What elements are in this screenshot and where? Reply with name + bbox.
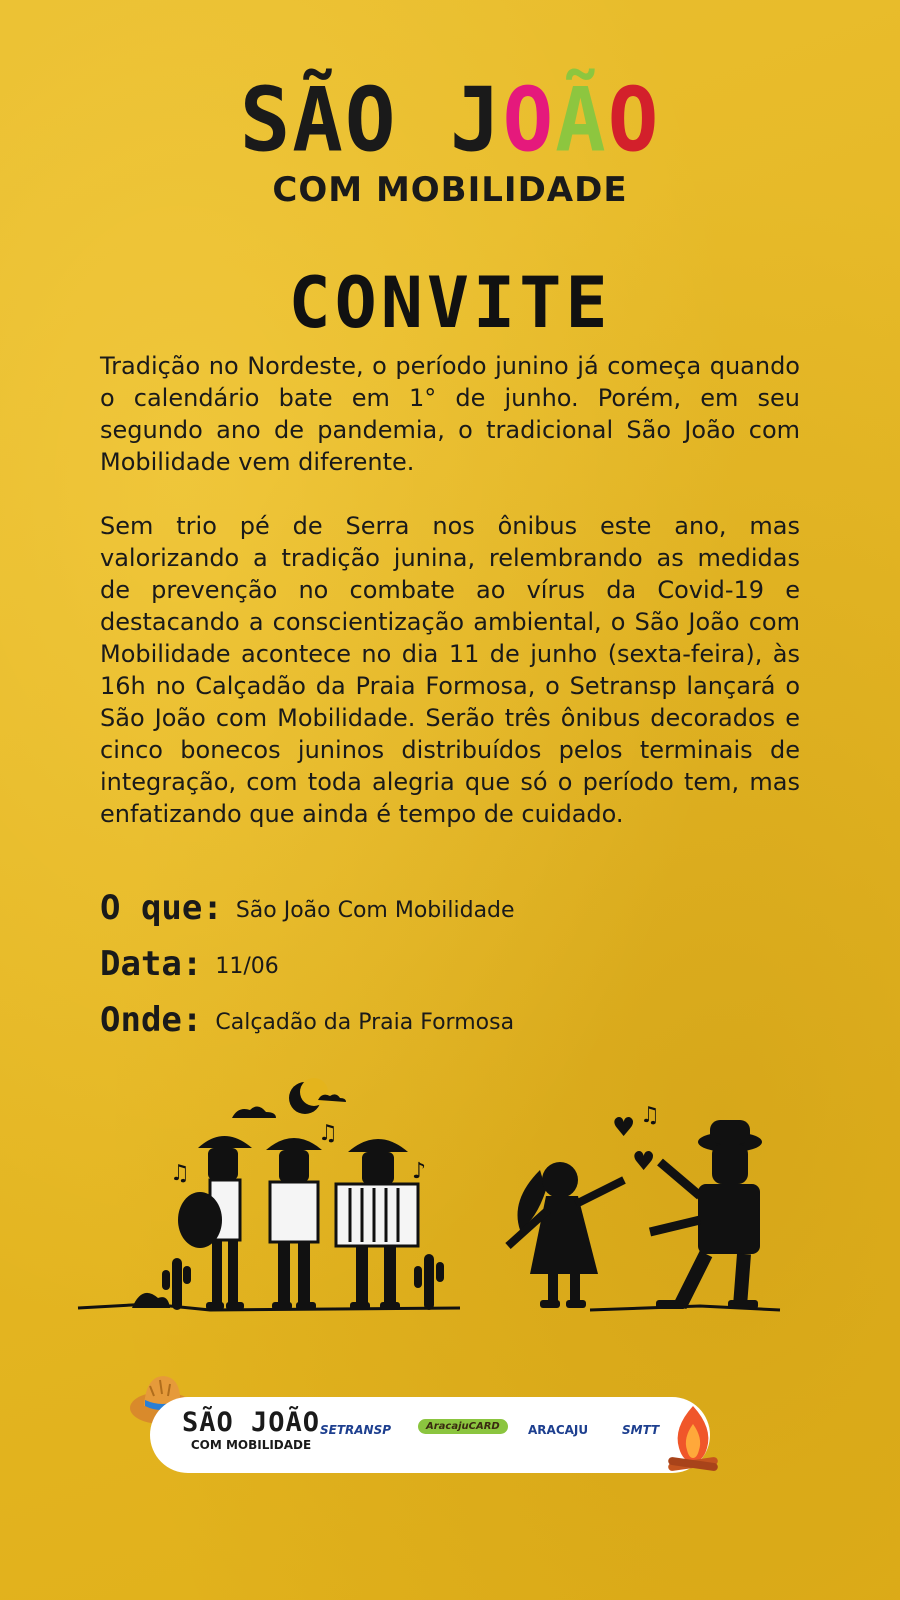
info-what-value: São João Com Mobilidade <box>235 898 515 923</box>
cloud-icon <box>232 1106 276 1118</box>
festa-junina-illustration <box>0 1070 900 1360</box>
logo-subtitle: COM MOBILIDADE <box>272 170 628 210</box>
info-date-label: Data: <box>100 944 203 984</box>
sponsor-aracaju: ARACAJU <box>528 1423 589 1437</box>
svg-text:♥: ♥ <box>632 1147 656 1177</box>
logo-title <box>239 68 661 172</box>
info-where-label: Onde: <box>100 1000 203 1040</box>
musician-accordion <box>336 1139 418 1310</box>
svg-text:♫: ♫ <box>640 1103 660 1128</box>
logo-title-part2: JOÃO <box>449 68 661 172</box>
svg-text:♪: ♪ <box>412 1159 427 1184</box>
sponsor-aracajucard: AracajuCARD <box>418 1419 508 1434</box>
svg-text:♫: ♫ <box>170 1161 190 1186</box>
info-what-label: O que: <box>100 888 223 928</box>
event-logo <box>0 68 900 210</box>
intro-paragraph: Tradição no Nordeste, o período junino já começa quando o calendário bate em 1° de junho. Porém, em seu segundo ano de pandemia, o tradicional São João com Mobilidade vem diferente. <box>100 352 800 476</box>
footer-logo-subtitle: COM MOBILIDADE <box>190 1438 312 1452</box>
footer-event-logo <box>182 1409 320 1451</box>
info-where-value: Calçadão da Praia Formosa <box>215 1010 515 1035</box>
sponsor-setransp: SETRANSP <box>320 1423 392 1437</box>
details-paragraph: Sem trio pé de Serra nos ônibus este ano, mas valorizando a tradição junina, relembrando as medidas de prevenção no combate ao vírus da Covid-19 e destacando a conscientização ambiental, o São João com Mobilidade acontece no dia 11 de junho (sexta-feira), às 16h no Calçadão da Praia Formosa, o Setransp lançará o São João com Mobilidade. Serão três ônibus decorados e cinco bonecos juninos distribuídos pelos terminais de integração, com toda alegria que só o período tem, mas enfatizando que ainda é tempo de cuidado. <box>100 512 800 828</box>
svg-text:♥: ♥ <box>612 1113 636 1143</box>
info-date-value: 11/06 <box>215 954 279 979</box>
bonfire-icon <box>664 1402 722 1474</box>
svg-text:♫: ♫ <box>318 1121 338 1146</box>
info-date <box>100 944 279 984</box>
footer-sponsors-bar <box>150 1397 710 1473</box>
info-what <box>100 888 515 928</box>
dancer-woman <box>508 1162 624 1308</box>
musician-triangle <box>266 1138 322 1310</box>
footer-logo-title: SÃO JOÃO <box>182 1407 321 1438</box>
dancer-man <box>650 1120 762 1309</box>
invite-heading: CONVITE <box>288 262 612 344</box>
sponsor-smtt: SMTT <box>622 1423 660 1437</box>
logo-title-part1: SÃO <box>239 68 450 172</box>
info-where <box>100 1000 514 1040</box>
